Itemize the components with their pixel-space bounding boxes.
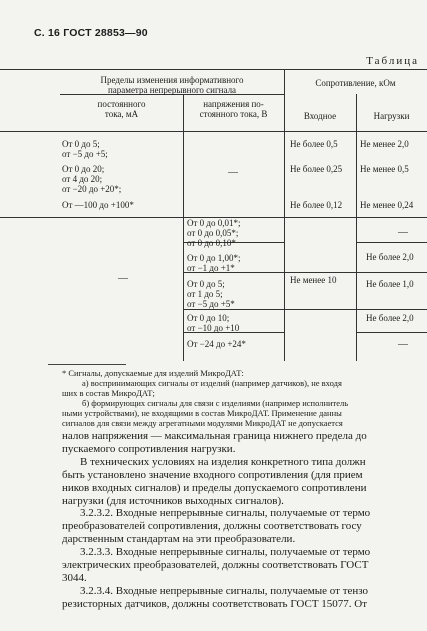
input-row-4: Не менее 10 xyxy=(290,275,337,285)
body-line: 3.2.3.2. Входные непрерывные сигналы, получаемые от термо xyxy=(80,507,371,520)
input-row-2: Не более 0,25 xyxy=(290,164,343,174)
row-rule-2b xyxy=(356,242,427,243)
load-row-1: Не менее 2,0 xyxy=(360,139,409,149)
head-load: Нагрузки xyxy=(373,111,410,121)
head-resistance: Сопротивление, кОм xyxy=(315,78,396,88)
current-row-1: От 0 до 5; от −5 до +5; xyxy=(62,139,108,159)
load-row-3: Не менее 0,24 xyxy=(360,200,414,210)
footnote-b: б) формирующих сигналы для связи с изделиями (например исполнитель xyxy=(82,398,349,408)
signal-table xyxy=(0,69,427,361)
body-line: быть установлено значение входного сопротивления (для прием xyxy=(62,468,363,481)
head-input: Входное xyxy=(303,111,337,121)
body-line: В технических условиях на изделия конкретного типа должн xyxy=(80,455,366,468)
load-row-6: Не более 2,0 xyxy=(366,313,414,323)
input-row-3: Не более 0,12 xyxy=(290,200,343,210)
head-current: постоянного тока, мА xyxy=(97,99,146,119)
load-row-4: Не более 2,0 xyxy=(366,252,414,262)
voltage-row-3: От 0 до 5; от 1 до 5; от −5 до +5* xyxy=(187,279,235,309)
body-line: 3044. xyxy=(62,571,87,584)
load-row-2: Не менее 0,5 xyxy=(360,164,409,174)
footnote-a: а) воспринимающих сигналы от изделий (например датчиков), не входя xyxy=(82,378,342,388)
col-divider-1 xyxy=(183,94,184,361)
head-limits: Пределы изменения информативного параметра непрерывного сигнала xyxy=(100,75,244,95)
head-bottom-rule xyxy=(0,131,427,132)
footnote-b-end: сигналов для связи между агрегатными модулями МикроДАТ не допускается xyxy=(62,418,343,428)
voltage-row-2: От 0 до 1,00*; от −1 до +1* xyxy=(187,253,241,273)
footnote-star: * Сигналы, допускаемые для изделий МикроДАТ: xyxy=(62,368,244,378)
body-line: ников входных сигналов) и пределы допускаемого сопротивлени xyxy=(62,481,367,494)
table-top-rule xyxy=(0,69,427,70)
voltage-row-4: От 0 до 10; от −10 до +10 xyxy=(187,313,240,333)
body-line: 3.2.3.3. Входные непрерывные сигналы, получаемые от термо xyxy=(80,546,371,559)
body-line: резисторных датчиков, должны соответствовать ГОСТ 15077. От xyxy=(62,597,368,610)
load-dash-2: — xyxy=(398,339,408,350)
voltage-row-5: От −24 до +24* xyxy=(187,339,246,349)
body-line: преобразователей сопротивления, должны соответствовать госу xyxy=(62,520,362,533)
footnote-a-cont: ших в состав МикроДАТ; xyxy=(62,388,155,398)
body-line: электрических преобразователей, должны соответствовать ГОСТ xyxy=(62,559,369,572)
voltage-row-1: От 0 до 0,01*; от 0 до 0,05*; от 0 до 0,10* xyxy=(187,218,241,248)
load-row-5: Не более 1,0 xyxy=(366,279,414,289)
body-line: дарственным стандартам на эти преобразователи. xyxy=(62,533,296,546)
col-divider-3 xyxy=(356,94,357,361)
body-line: 3.2.3.4. Входные непрерывные сигналы, получаемые от тензо xyxy=(80,584,369,597)
load-dash-1: — xyxy=(398,227,408,238)
footnote-separator xyxy=(48,364,126,365)
current-row-3: От —100 до +100* xyxy=(62,200,134,210)
body-text xyxy=(0,430,427,611)
row-rule-4 xyxy=(183,309,427,310)
body-line: нагрузки (для источников выходных сигналов). xyxy=(62,494,284,507)
head-voltage: напряжения по- стоянного тока, В xyxy=(199,99,268,119)
input-row-1: Не более 0,5 xyxy=(290,139,338,149)
page-title: С. 16 ГОСТ 28853—90 xyxy=(34,27,148,39)
voltage-dash: — xyxy=(228,167,238,178)
footnote-b-cont: ными устройствами), не входящими в состав МикроДАТ. Применение данны xyxy=(62,408,342,418)
body-line: налов напряжения — максимальная граница нижнего предела до xyxy=(62,430,367,442)
row-rule-5b xyxy=(356,332,427,333)
table-label: Таблица xyxy=(366,55,419,67)
body-line: пускаемого сопротивления нагрузки. xyxy=(62,442,236,455)
current-row-2: От 0 до 20; от 4 до 20; от −20 до +20*; xyxy=(62,164,122,194)
current-dash: — xyxy=(118,273,128,284)
